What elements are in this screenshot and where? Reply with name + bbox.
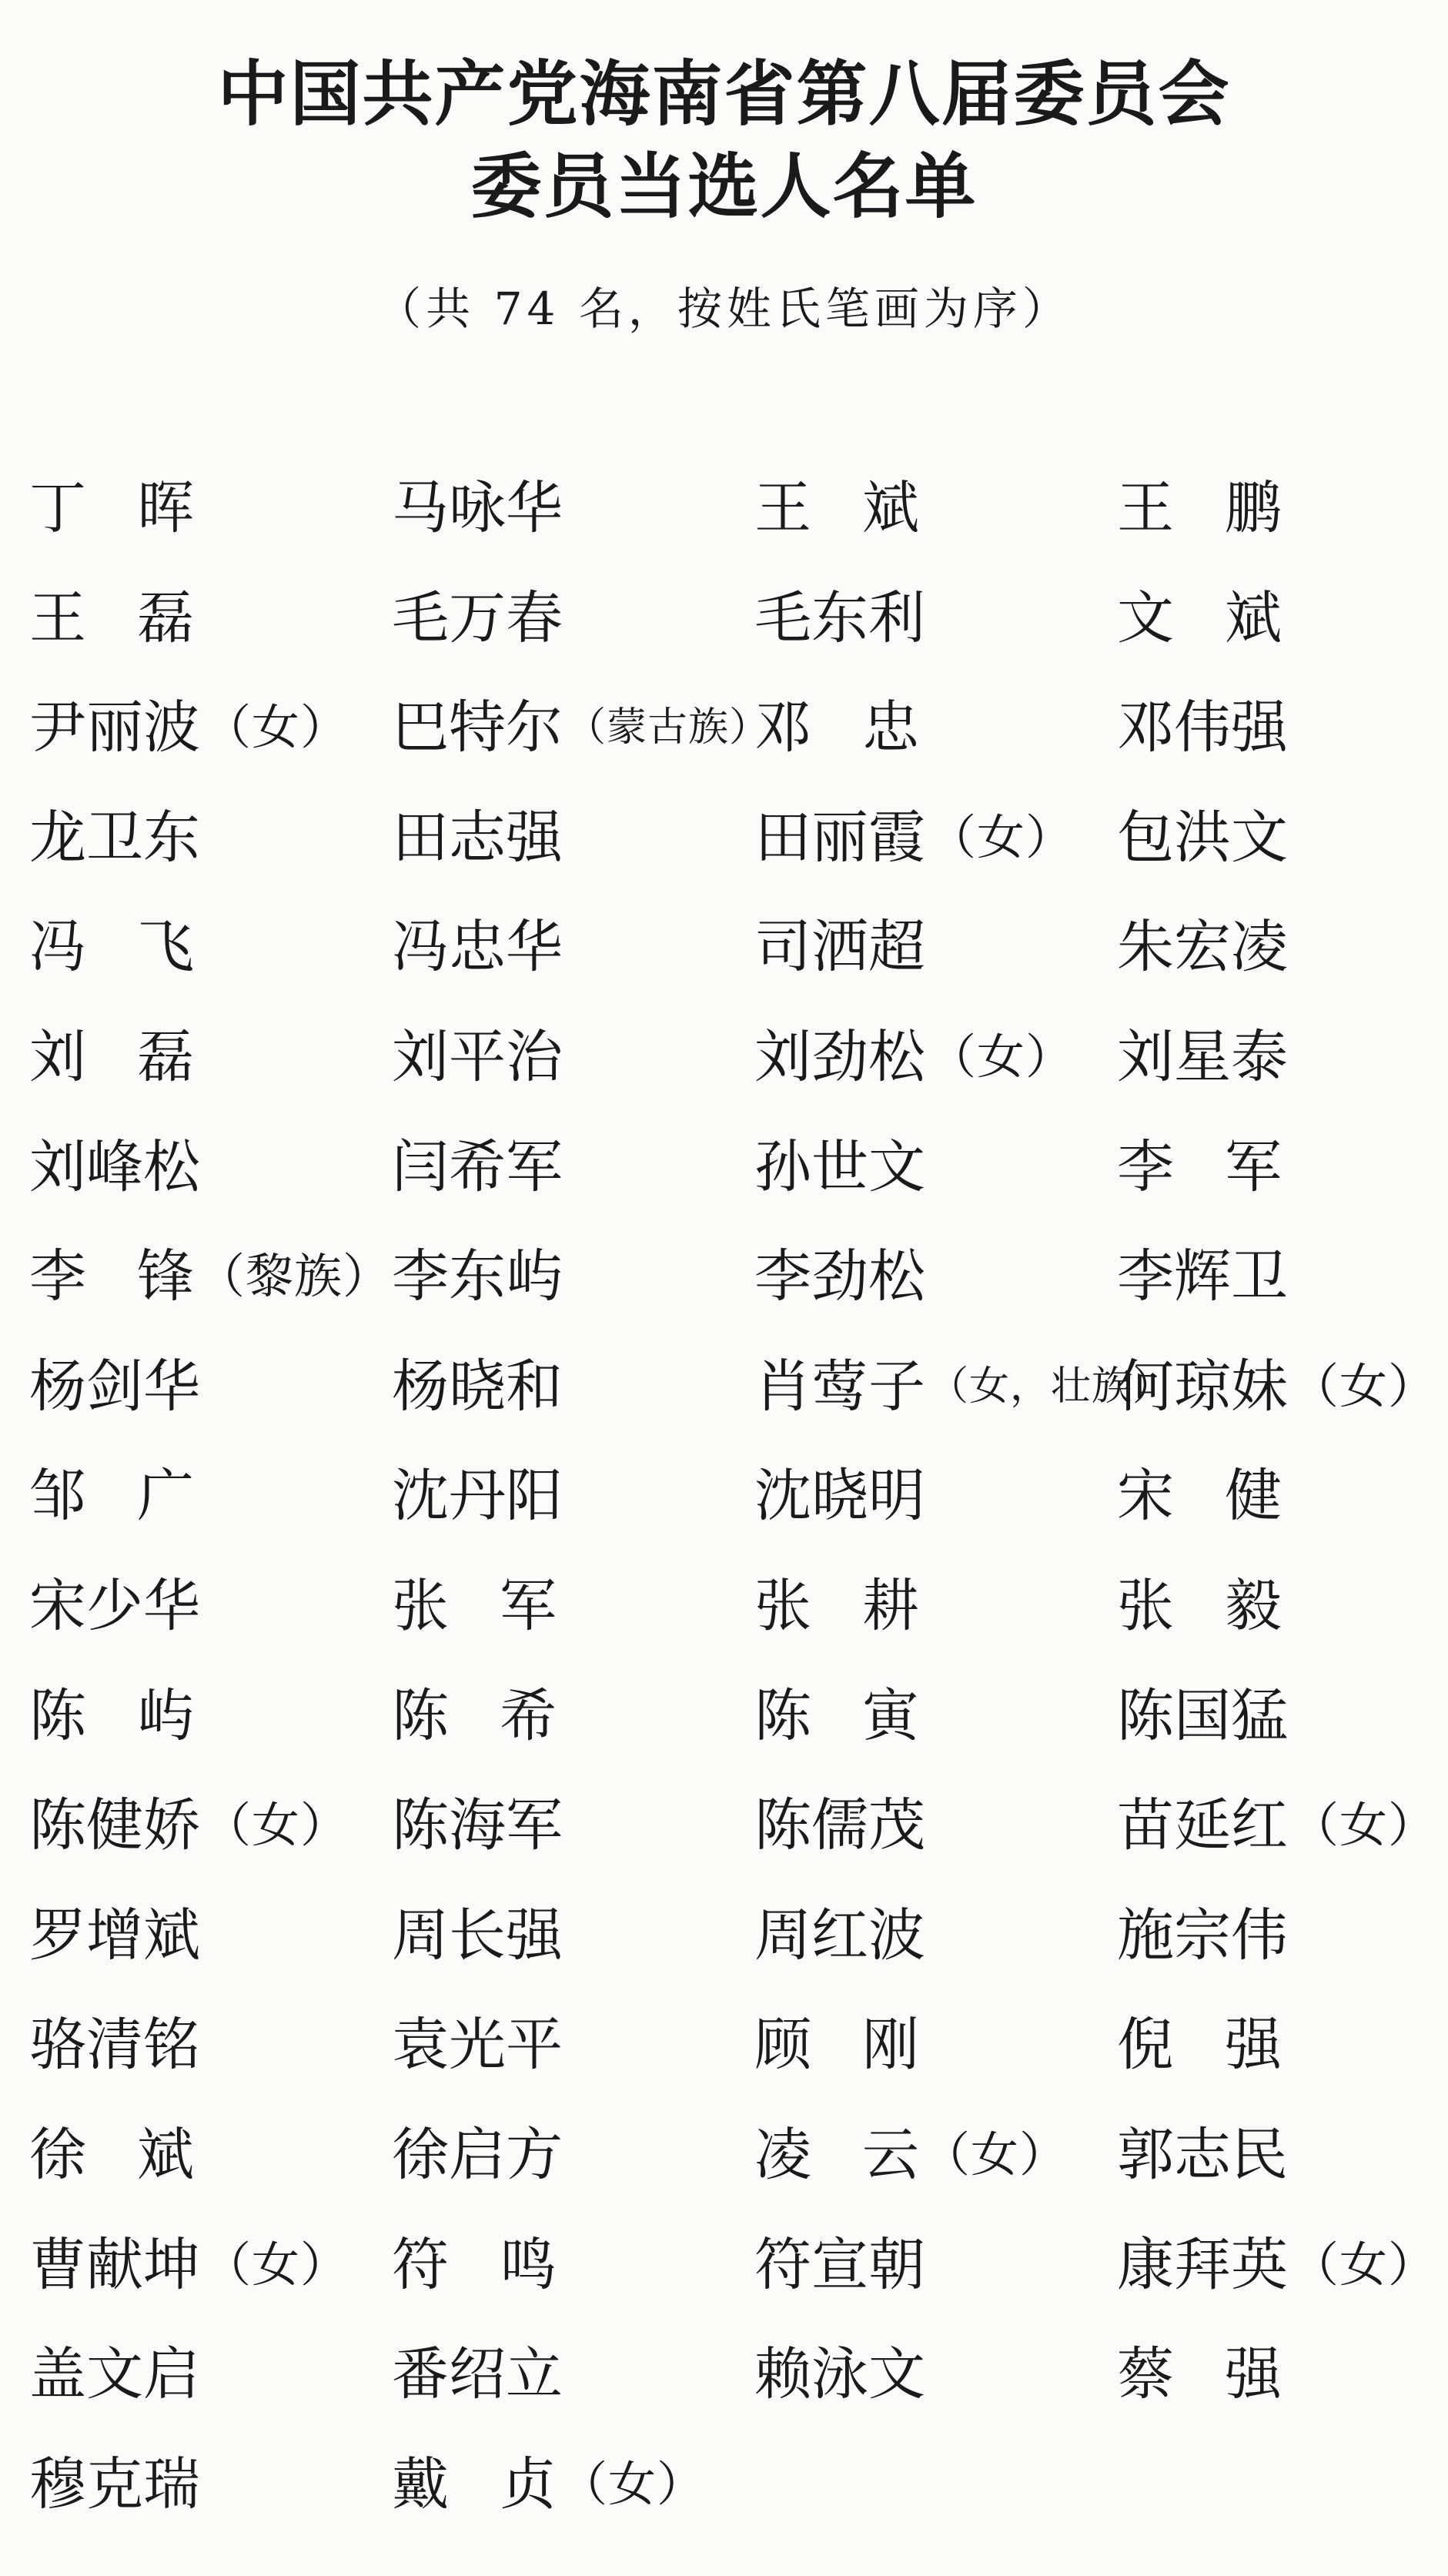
member-name-text: 罗增斌 [29, 1902, 200, 1969]
member-name [29, 1015, 194, 1099]
member-note: （女） [560, 2456, 706, 2512]
member-name [392, 905, 563, 989]
member-name-text: 杨晓和 [392, 1353, 563, 1420]
member-name-text: 闫希军 [392, 1134, 563, 1200]
member-name [1117, 1783, 1436, 1868]
member-name-text: 马咏华 [392, 475, 563, 541]
member-name [392, 1015, 563, 1099]
member-name [1117, 1015, 1288, 1099]
member-name-text: 王 鹏 [1117, 475, 1282, 541]
document-title-line2: 委员当选人名单 [470, 145, 978, 228]
member-name-text: 顾 刚 [754, 2012, 919, 2078]
member-name [392, 1674, 557, 1758]
member-name-text: 肖莺子 [754, 1353, 925, 1420]
member-name [392, 1454, 563, 1538]
member-name [392, 1893, 563, 1978]
member-name-text: 毛东利 [754, 585, 925, 651]
member-name-text: 陈健娇 [29, 1792, 200, 1858]
member-name [754, 576, 925, 661]
member-name-text: 刘劲松 [754, 1024, 925, 1090]
member-name-text: 田丽霞 [754, 805, 925, 871]
member-name [392, 576, 563, 661]
member-name-text: 李 军 [1117, 1134, 1282, 1200]
member-name-text: 宋 健 [1117, 1463, 1282, 1529]
member-name-text: 骆清铭 [29, 2012, 200, 2078]
member-name-text: 赖泳文 [754, 2341, 925, 2407]
member-name [29, 1344, 200, 1429]
member-name [754, 466, 919, 550]
member-name-text: 包洪文 [1117, 805, 1288, 871]
member-name [392, 2332, 563, 2417]
member-name-text: 凌 云 [754, 2122, 919, 2188]
member-name-text: 王 斌 [754, 475, 919, 541]
member-name-text: 丁 晖 [29, 475, 194, 541]
member-note: （蒙古族） [566, 704, 771, 751]
member-name [29, 905, 194, 989]
member-note: （女） [922, 2126, 1068, 2183]
member-name [29, 466, 194, 550]
member-name [1117, 2223, 1436, 2307]
member-name-text: 刘 磊 [29, 1024, 194, 1090]
member-name [29, 576, 194, 661]
member-name-text: 蔡 强 [1117, 2341, 1282, 2407]
member-name [392, 2113, 563, 2197]
member-note: （女） [1291, 1358, 1437, 1414]
member-name [754, 1344, 1173, 1429]
member-name [1117, 1125, 1282, 1209]
member-name [1117, 685, 1288, 770]
member-name [754, 2223, 925, 2307]
member-name-text: 张 军 [392, 1573, 557, 1639]
member-name [392, 1564, 557, 1648]
member-name [1117, 1893, 1288, 1978]
member-note: （女） [928, 1029, 1075, 1085]
member-name-text: 周长强 [392, 1902, 563, 1969]
member-name [29, 2332, 200, 2417]
member-name [754, 1783, 925, 1868]
member-name [754, 1564, 919, 1648]
member-name-text: 张 毅 [1117, 1573, 1282, 1639]
member-name [29, 1564, 200, 1648]
member-name-text: 番绍立 [392, 2341, 563, 2407]
member-name [1117, 1454, 1282, 1538]
member-name-text: 冯 飞 [29, 914, 194, 980]
member-name-text: 张 耕 [754, 1573, 919, 1639]
member-name [392, 2223, 557, 2307]
member-name [1117, 905, 1288, 989]
member-name-text: 袁光平 [392, 2012, 563, 2078]
member-name [29, 795, 200, 880]
member-name-text: 符宣朝 [754, 2232, 925, 2298]
member-name [392, 466, 563, 550]
member-name [29, 2223, 349, 2307]
member-name-text: 苗延红 [1117, 1792, 1288, 1858]
member-name-text: 符 鸣 [392, 2232, 557, 2298]
document-title: 中国共产党海南省第八届委员会 [217, 52, 1231, 135]
member-name [1117, 2332, 1282, 2417]
member-name [754, 1674, 919, 1758]
member-name-text: 李劲松 [754, 1243, 925, 1310]
member-name [392, 685, 770, 770]
member-name-text: 李 锋 [29, 1243, 194, 1310]
member-name-text: 孙世文 [754, 1134, 925, 1200]
member-name [392, 1344, 563, 1429]
member-name-text: 曹献坤 [29, 2232, 200, 2298]
member-note: （女） [1291, 2236, 1437, 2293]
member-name [754, 795, 1074, 880]
member-name [754, 1234, 925, 1319]
member-name-text: 邓 忠 [754, 694, 919, 761]
member-name-text: 陈国猛 [1117, 1683, 1288, 1749]
member-name [1117, 1234, 1288, 1319]
member-name [754, 1454, 925, 1538]
member-name-text: 徐启方 [392, 2122, 563, 2188]
member-name [29, 1234, 391, 1319]
member-name-text: 施宗伟 [1117, 1902, 1288, 1969]
member-name-text: 尹丽波 [29, 694, 200, 761]
member-name [392, 2002, 563, 2087]
member-name [754, 2002, 919, 2087]
member-name-text: 巴特尔 [392, 694, 563, 761]
member-note: （女） [928, 809, 1075, 865]
member-name-text: 陈 希 [392, 1683, 557, 1749]
member-name-text: 戴 贞 [392, 2451, 557, 2517]
member-name-text: 陈 寅 [754, 1683, 919, 1749]
member-name-text: 徐 斌 [29, 2122, 194, 2188]
member-name-text: 郭志民 [1117, 2122, 1288, 2188]
member-name [29, 2002, 200, 2087]
member-name [1117, 2002, 1282, 2087]
member-name-text: 邹 广 [29, 1463, 194, 1529]
member-name-text: 杨剑华 [29, 1353, 200, 1420]
member-name [1117, 795, 1288, 880]
member-name-text: 穆克瑞 [29, 2451, 200, 2517]
member-name [1117, 466, 1282, 550]
member-note: （女） [1291, 1797, 1437, 1853]
member-name-text: 陈儒茂 [754, 1792, 925, 1858]
member-name [29, 1125, 200, 1209]
member-name-text: 沈晓明 [754, 1463, 925, 1529]
member-name [1117, 2113, 1288, 2197]
member-name-text: 倪 强 [1117, 2012, 1282, 2078]
member-note: （女） [203, 2236, 349, 2293]
member-name [29, 2442, 200, 2527]
member-name [29, 1454, 194, 1538]
member-name [392, 1234, 563, 1319]
member-note: （黎族） [197, 1248, 392, 1304]
member-name [392, 1783, 563, 1868]
member-name-text: 沈丹阳 [392, 1463, 563, 1529]
member-name [392, 1125, 563, 1209]
member-name-text: 刘平治 [392, 1024, 563, 1090]
member-name-text: 刘峰松 [29, 1134, 200, 1200]
member-name-text: 邓伟强 [1117, 694, 1288, 761]
member-name [392, 2442, 705, 2527]
member-name [29, 1674, 194, 1758]
member-name [754, 685, 919, 770]
member-name-text: 康拜英 [1117, 2232, 1288, 2298]
member-name-text: 冯忠华 [392, 914, 563, 980]
member-name-text: 陈 屿 [29, 1683, 194, 1749]
member-name [1117, 1344, 1436, 1429]
member-name-text: 刘星泰 [1117, 1024, 1288, 1090]
document-subtitle: （共 74 名，按姓氏笔画为序） [376, 283, 1072, 335]
member-name-text: 田志强 [392, 805, 563, 871]
member-name-text: 文 斌 [1117, 585, 1282, 651]
member-name [754, 2113, 1068, 2197]
member-name-text: 陈海军 [392, 1792, 563, 1858]
member-note: （女，壮族） [928, 1363, 1174, 1410]
member-name [29, 2113, 194, 2197]
member-name [754, 2332, 925, 2417]
member-name-text: 李东屿 [392, 1243, 563, 1310]
member-name-text: 李辉卫 [1117, 1243, 1288, 1310]
member-name [1117, 1674, 1288, 1758]
member-name [754, 1125, 925, 1209]
member-name [754, 1015, 1074, 1099]
member-name [392, 795, 563, 880]
member-name-text: 宋少华 [29, 1573, 200, 1639]
member-name-text: 朱宏凌 [1117, 914, 1288, 980]
member-name-text: 王 磊 [29, 585, 194, 651]
member-name-text: 周红波 [754, 1902, 925, 1969]
member-name [754, 905, 925, 989]
member-name-text: 毛万春 [392, 585, 563, 651]
member-name-text: 盖文启 [29, 2341, 200, 2407]
member-name-text: 司洒超 [754, 914, 925, 980]
member-name [754, 1893, 925, 1978]
member-name [1117, 1564, 1282, 1648]
member-name [29, 685, 349, 770]
member-name [29, 1893, 200, 1978]
member-name [29, 1783, 349, 1868]
member-name [1117, 576, 1282, 661]
member-name-text: 何琼妹 [1117, 1353, 1288, 1420]
member-name-text: 龙卫东 [29, 805, 200, 871]
member-note: （女） [203, 699, 349, 755]
member-note: （女） [203, 1797, 349, 1853]
